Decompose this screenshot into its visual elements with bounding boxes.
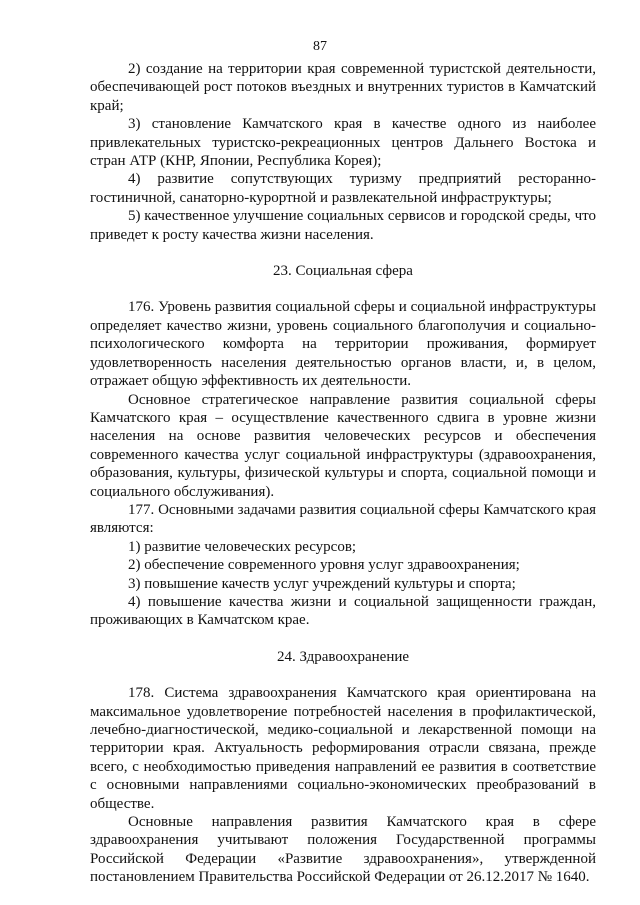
- page-number: 87: [313, 39, 327, 54]
- paragraph-healthcare-directions: Основные направления развития Камчатского края в сфере здравоохранения учитывают положения Государственной программы Российской Федерации «Развитие здравоохранения», утвержденной постановлением Правительства Российской Федерации от 26.12.2017 № 1640.: [90, 814, 596, 886]
- task-item-3: 3) повышение качеств услуг учреждений культуры и спорта;: [128, 575, 516, 592]
- list-item-2: 2) создание на территории края современной туристской деятельности, обеспечивающей рост потоков въездных и внутренних туристов в Камчатский край;: [90, 61, 596, 114]
- section-heading-23: 23. Социальная сфера: [273, 263, 413, 280]
- task-item-2: 2) обеспечение современного уровня услуг здравоохранения;: [128, 557, 520, 574]
- task-item-4: 4) повышение качества жизни и социальной защищенности граждан, проживающих в Камчатском крае.: [90, 593, 596, 629]
- paragraph-176: 176. Уровень развития социальной сферы и социальной инфраструктуры определяет качество жизни, уровень социального благополучия и социально-психологического комфорта на территории проживания, формирует удовлетворенность населения деятельностью органов власти, и, в целом, отражает общую эффективность их деятельности.: [90, 299, 596, 390]
- section-heading-24: 24. Здравоохранение: [276, 648, 410, 665]
- list-item-5: 5) качественное улучшение социальных сервисов и городской среды, что приведет к росту качества жизни населения.: [90, 208, 596, 243]
- list-item-4: 4) развитие сопутствующих туризму предприятий ресторанно-гостиничной, санаторно-курортной и развлекательной инфраструктуры;: [90, 171, 596, 206]
- list-item-3: 3) становление Камчатского края в качестве одного из наиболее привлекательных туристско-рекреационных центров Дальнего Востока и стран АТР (КНР, Японии, Республика Корея);: [90, 116, 596, 170]
- paragraph-strategic-direction: Основное стратегическое направление развития социальной сферы Камчатского края – осуществление качественного сдвига в уровне жизни населения на основе развития человеческих ресурсов и обеспечения современного качества услуг социальной инфраструктуры (здравоохранения, образования, культуры, физической культуры и спорта, социальной помощи и социального обслуживания).: [90, 391, 596, 500]
- paragraph-177: 177. Основными задачами развития социальной сферы Камчатского края являются:: [90, 501, 596, 537]
- task-item-1: 1) развитие человеческих ресурсов;: [128, 538, 357, 555]
- paragraph-178: 178. Система здравоохранения Камчатского края ориентирована на максимальное удовлетворение потребностей населения в профилактической, лечебно-диагностической, медико-социальной и лекарственной помощи на территории края. Актуальность реформирования отрасли связана, прежде всего, с необходимостью приведения направлений ее развития в соответствие с основными направлениями социально-экономических преобразований в обществе.: [90, 685, 596, 812]
- page-content: [90, 60, 596, 887]
